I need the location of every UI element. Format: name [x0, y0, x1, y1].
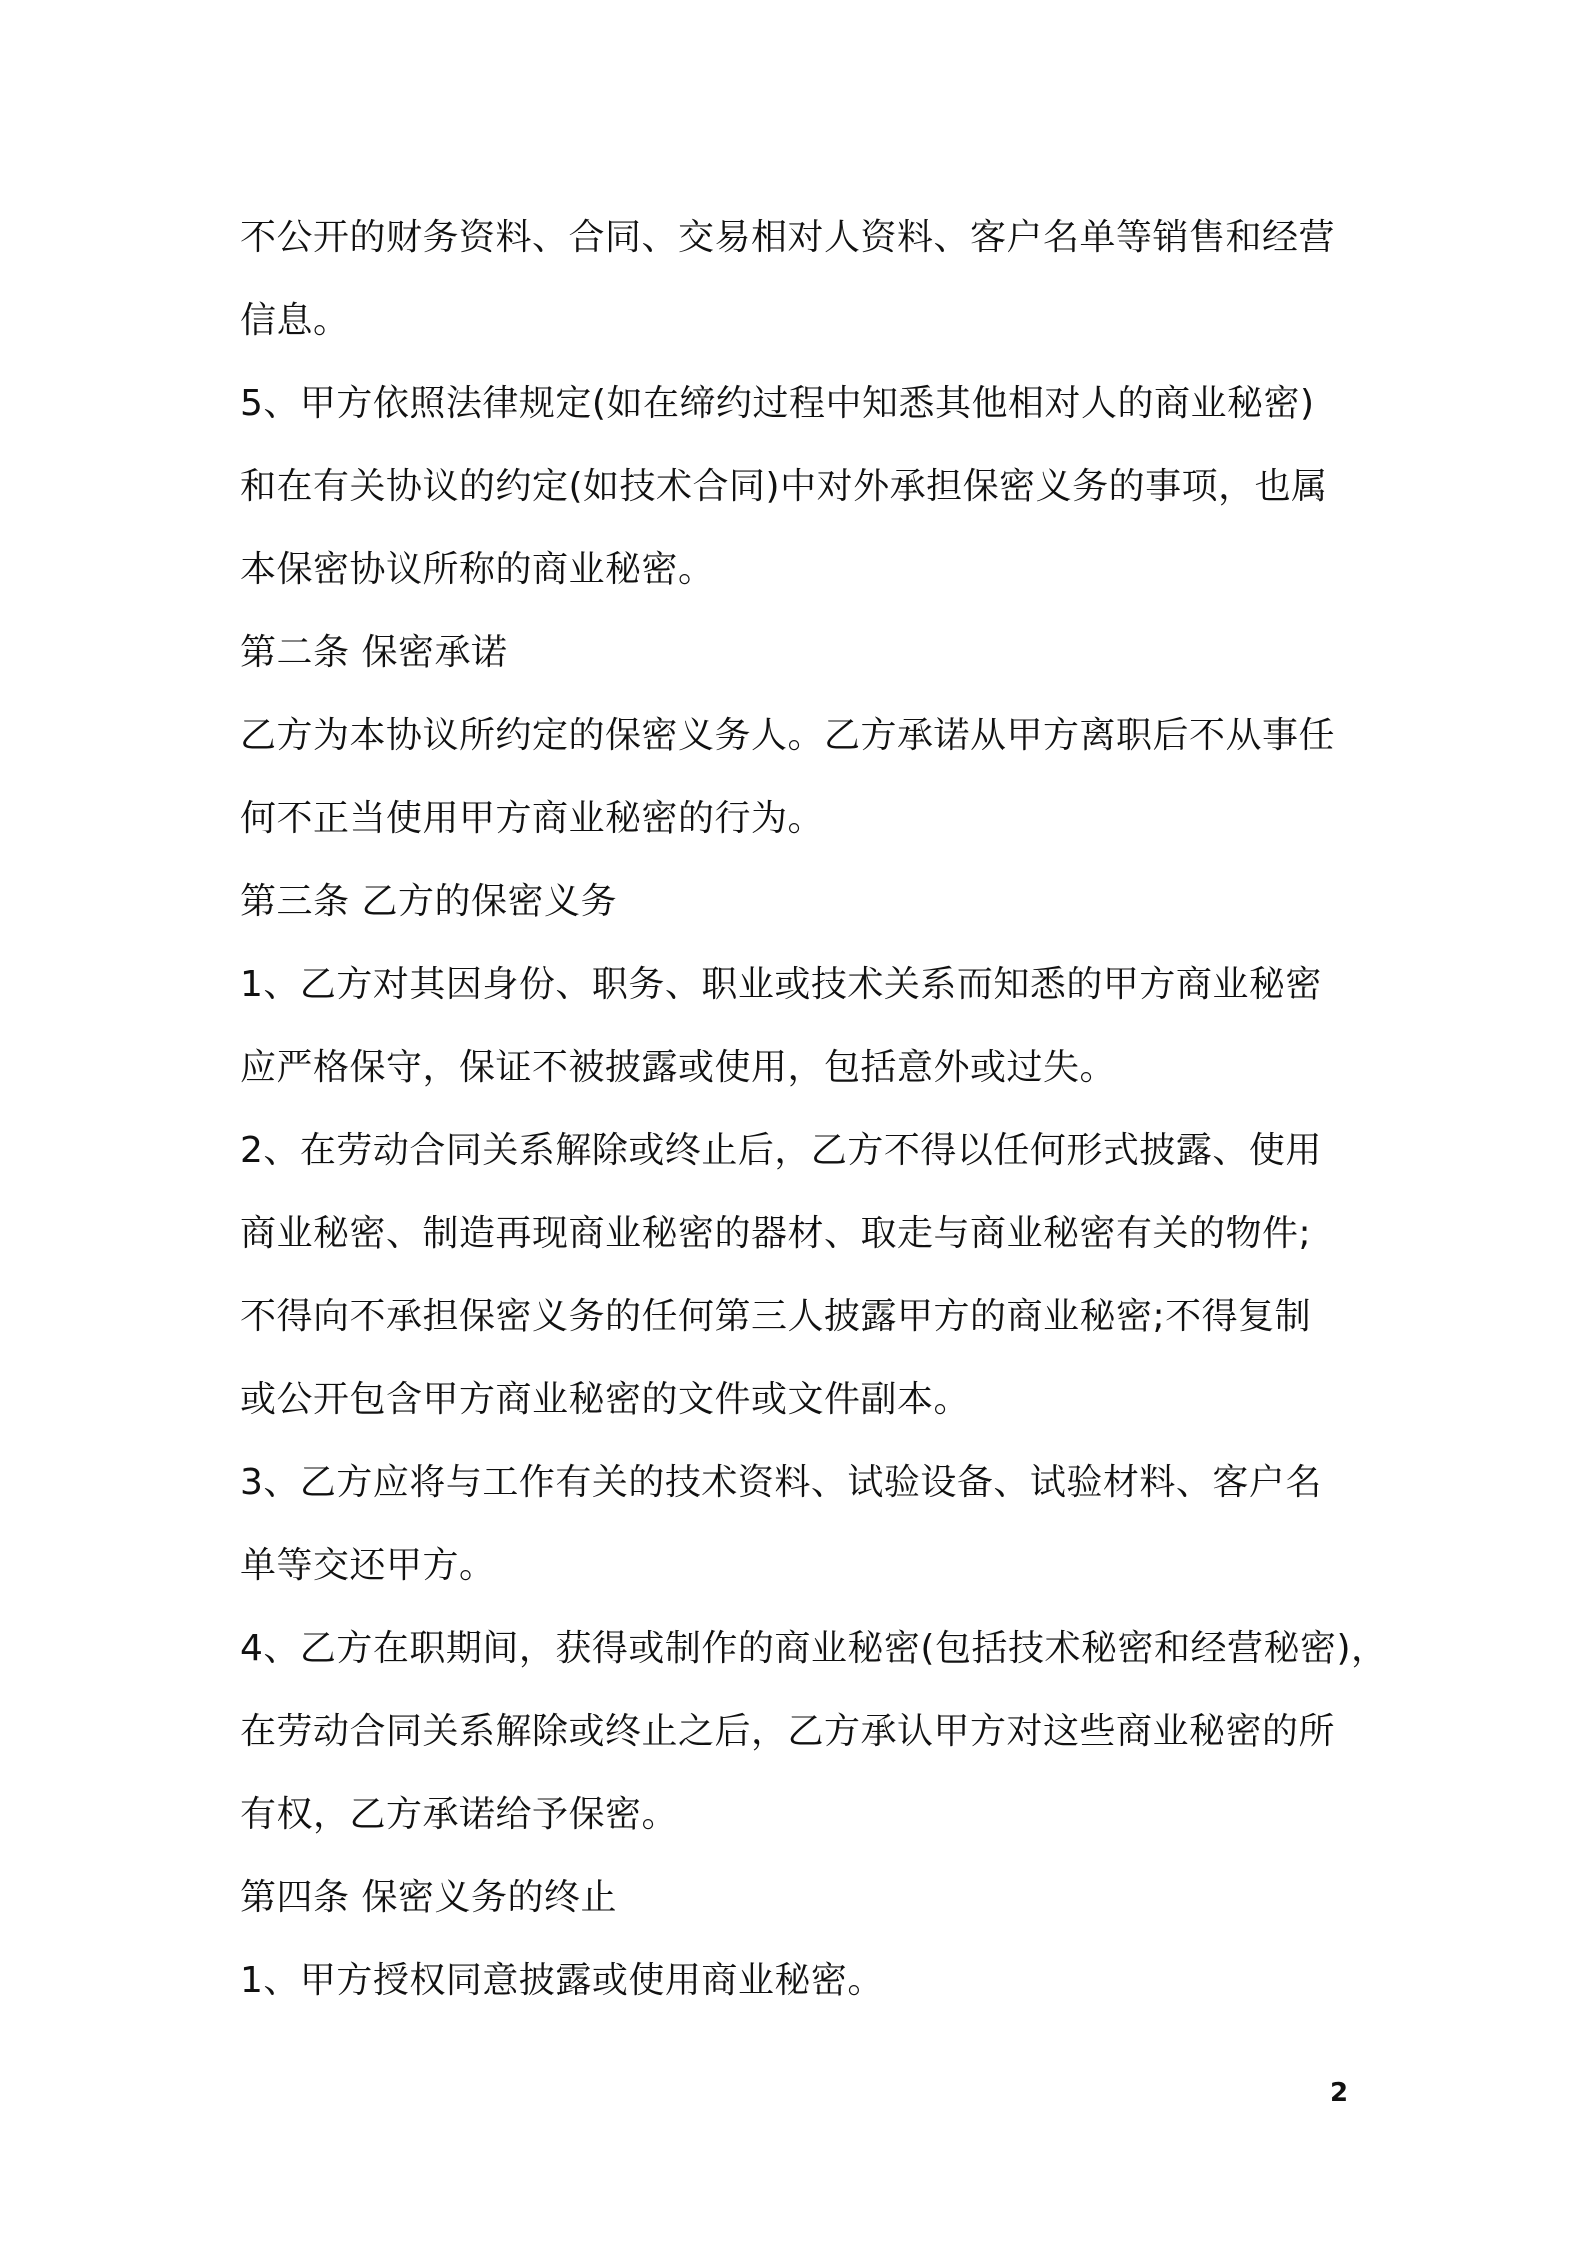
- document-body: [240, 196, 1388, 2022]
- text-line: 应严格保守，保证不被披露或使用，包括意外或过失。: [240, 1047, 1117, 1088]
- text-line: 本保密协议所称的商业秘密。: [240, 549, 715, 590]
- text-line: 有权，乙方承诺给予保密。: [240, 1794, 679, 1835]
- text-line: 或公开包含甲方商业秘密的文件或文件副本。: [240, 1379, 971, 1420]
- text-line: 3、乙方应将与工作有关的技术资料、试验设备、试验材料、客户名: [240, 1462, 1322, 1503]
- text-line: 何不正当使用甲方商业秘密的行为。: [240, 798, 825, 839]
- text-line: 1、乙方对其因身份、职务、职业或技术关系而知悉的甲方商业秘密: [240, 964, 1322, 1005]
- text-line: 不公开的财务资料、合同、交易相对人资料、客户名单等销售和经营: [240, 217, 1336, 258]
- text-line: 乙方为本协议所约定的保密义务人。乙方承诺从甲方离职后不从事任: [240, 715, 1336, 756]
- text-line: 单等交还甲方。: [240, 1545, 496, 1586]
- text-line: 商业秘密、制造再现商业秘密的器材、取走与商业秘密有关的物件;: [240, 1213, 1312, 1254]
- section-heading: 第四条 保密义务的终止: [240, 1877, 617, 1918]
- text-line: 和在有关协议的约定(如技术合同)中对外承担保密义务的事项，也属: [240, 466, 1328, 507]
- page-number: 2: [1330, 2078, 1349, 2108]
- text-line: 不得向不承担保密义务的任何第三人披露甲方的商业秘密;不得复制: [240, 1296, 1312, 1337]
- text-line: 信息。: [240, 300, 350, 341]
- section-heading: 第二条 保密承诺: [240, 632, 508, 673]
- text-line: 在劳动合同关系解除或终止之后，乙方承认甲方对这些商业秘密的所: [240, 1711, 1336, 1752]
- text-line: 5、甲方依照法律规定(如在缔约过程中知悉其他相对人的商业秘密): [240, 383, 1315, 424]
- text-line: 2、在劳动合同关系解除或终止后，乙方不得以任何形式披露、使用: [240, 1130, 1322, 1171]
- text-line: 1、甲方授权同意披露或使用商业秘密。: [240, 1960, 884, 2001]
- text-line: 4、乙方在职期间，获得或制作的商业秘密(包括技术秘密和经营秘密)，: [240, 1628, 1388, 1669]
- section-heading: 第三条 乙方的保密义务: [240, 881, 617, 922]
